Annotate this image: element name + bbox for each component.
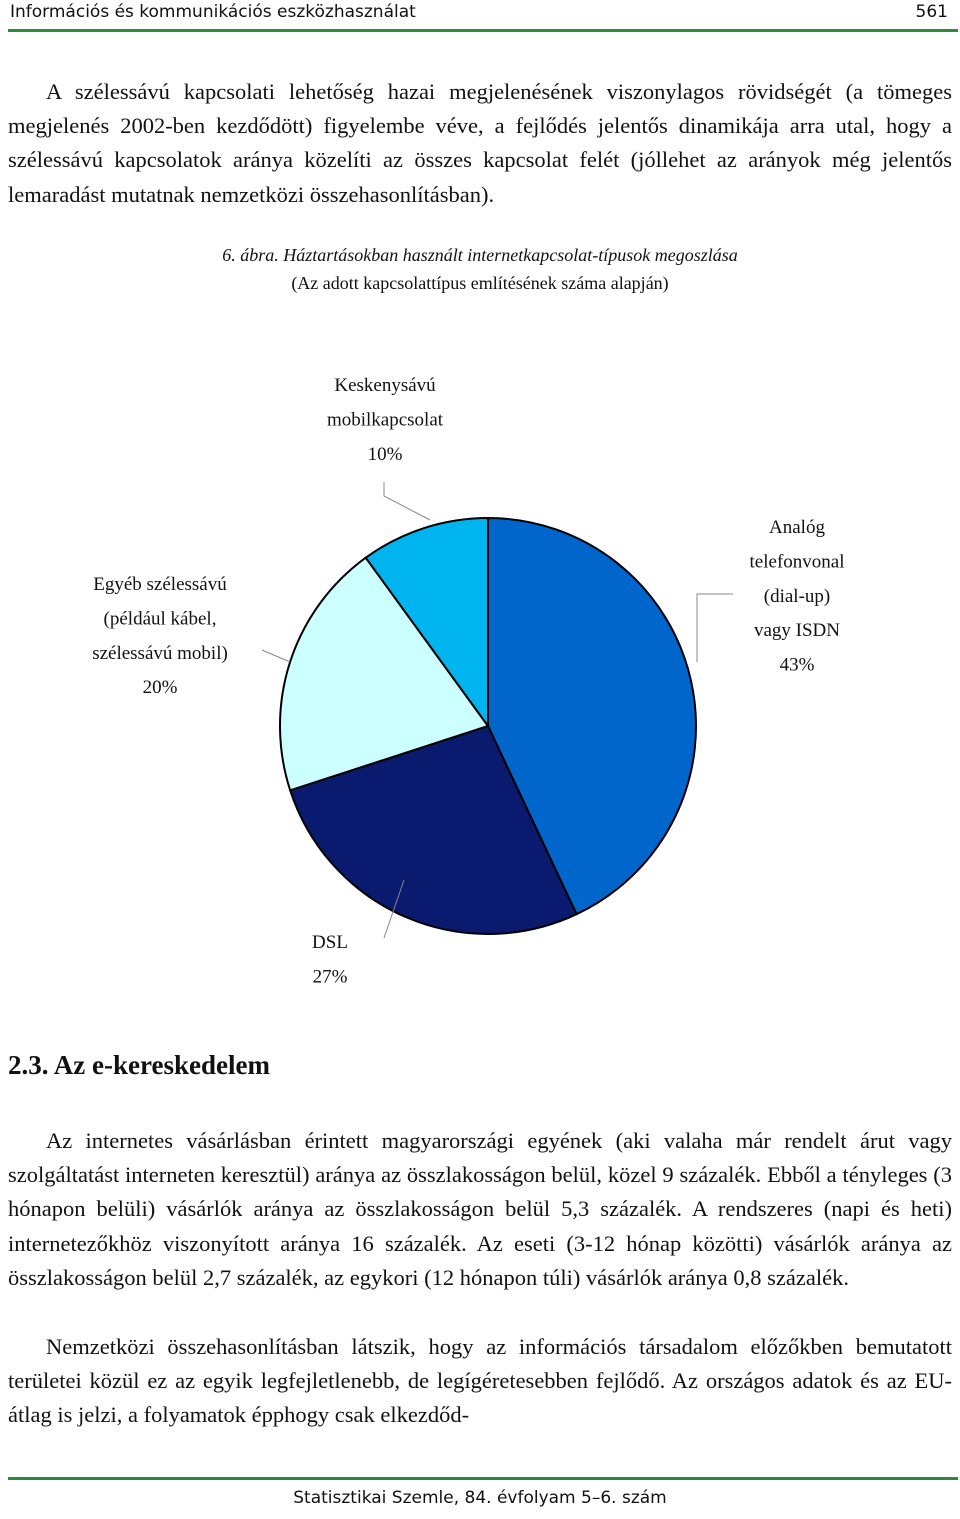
header-rule: [8, 29, 958, 32]
page-number: 561: [915, 2, 948, 22]
figure-caption: [0, 240, 960, 270]
slice-category-label: (dial-up): [763, 585, 831, 607]
slice-category-label: DSL: [312, 932, 348, 953]
figure-number: 6. ábra.: [222, 245, 279, 265]
footer-rule: [8, 1477, 958, 1480]
slice-value-label: 20%: [142, 677, 178, 699]
pie-slices: [280, 518, 696, 934]
slice-category-label: Analóg: [769, 517, 825, 538]
body-paragraph-1: Az internetes vásárlásban érintett magyarországi egyének (aki valaha már rendelt árut vagy szolgáltatást interneten keresztül) aránya az összlakosságon belül, közel 9 százalék. Ebből a tényleges (3 hónapon belüli) vásárlók aránya az összlakosságon belül 5,3 százalék. A rendszeres (napi és heti) internetezőkhöz viszonyított aránya 16 százalék. Az eseti (3-12 hónap közötti) vásárlók aránya az összlakosságon belül 2,7 százalék, az egykori (12 hónapon túli) vásárlók aránya 0,8 százalék.: [8, 1128, 952, 1290]
slice-value-label: 10%: [367, 443, 403, 465]
slice-category-label: telefonvonal: [749, 551, 845, 573]
intro-paragraph: A szélessávú kapcsolati lehetőség hazai megjelenésének viszonylagos rövidségét (a tömeges megjelenés 2002-ben kezdődött) figyelembe véve, a fejlődés jelentős dinamikája arra utal, hogy a szélessávú kapcsolatok aránya közelíti az összes kapcsolat felét (jóllehet az arányok még jelentős lemaradást mutatnak nemzetközi összehasonlításban).: [8, 79, 952, 207]
leader-line: [697, 594, 733, 662]
figure-title: Háztartásokban használt internetkapcsolat-típusok megoszlása: [283, 245, 738, 265]
slice-category-label: szélessávú mobil): [92, 642, 228, 664]
figure-subtitle: (Az adott kapcsolattípus említésének száma alapján): [291, 273, 669, 293]
slice-category-label: Egyéb szélessávú: [93, 574, 227, 595]
slice-category-label: (például kábel,: [103, 608, 217, 630]
running-head-section: Információs és kommunikációs eszközhasználat: [10, 2, 416, 22]
leader-line: [262, 650, 290, 662]
footer: Statisztikai Szemle, 84. évfolyam 5–6. szám: [293, 1488, 667, 1508]
slice-category-label: mobilkapcsolat: [326, 409, 444, 431]
pie-chart: [0, 340, 960, 1000]
leader-line: [384, 482, 430, 520]
body-paragraph-2: Nemzetközi összehasonlításban látszik, hogy az információs társadalom előzőkben bemutatott területei közül ez az egyik legfejletlenebb, de legígéretesebben fejlődő. Az országos adatok és az EU-átlag is jelzi, a folyamatok épphogy csak elkezdőd-: [8, 1334, 952, 1428]
section-title: 2.3. Az e-kereskedelem: [8, 1050, 270, 1080]
slice-value-label: 43%: [779, 654, 815, 676]
slice-value-label: 27%: [312, 966, 348, 988]
slice-category-label: Keskenysávú: [334, 375, 436, 396]
slice-category-label: vagy ISDN: [753, 620, 841, 642]
